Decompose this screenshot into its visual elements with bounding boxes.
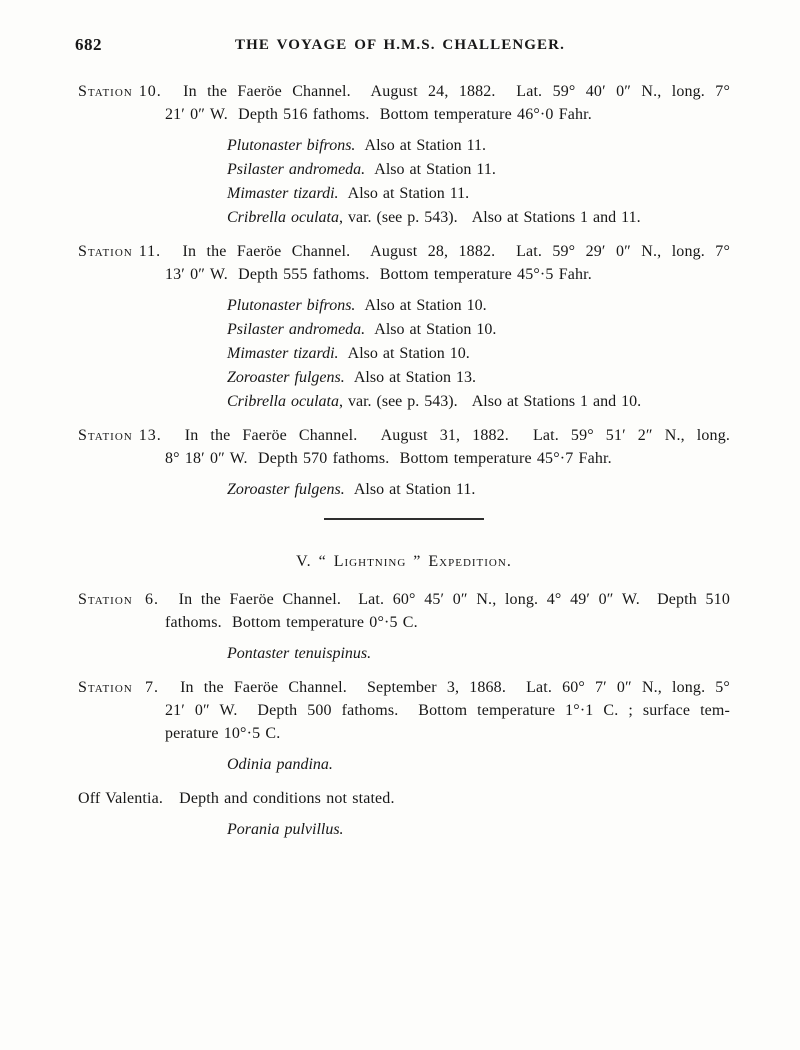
station-head [78, 676, 730, 745]
species-line [227, 390, 730, 414]
species-name: Plutonaster bifrons. [227, 297, 356, 314]
species-line [227, 642, 730, 666]
station-head-text: In the Faeröe Channel. August 24, 1882. Lat. 59° 40′ 0″ N., long. 7° [183, 83, 730, 100]
station-entry [78, 424, 730, 502]
station-head-text: In the Faeröe Channel. September 3, 1868. Lat. 60° 7′ 0″ N., long. 5° [180, 679, 730, 696]
species-note: Also at Station 11. [355, 137, 487, 154]
station-head-text: In the Faeröe Channel. August 31, 1882. Lat. 59° 51′ 2″ N., long. [184, 427, 730, 444]
species-line [227, 294, 730, 318]
species-line [227, 182, 730, 206]
station-head [78, 424, 730, 470]
species-note: Also at Station 10. [338, 345, 470, 362]
species-name: Psilaster andromeda. [227, 161, 366, 178]
species-list [227, 478, 730, 502]
station-entry [78, 80, 730, 230]
station-label: Station 13. [78, 427, 162, 444]
station-head-line [78, 80, 730, 103]
station-head-line [78, 722, 730, 745]
species-note: Also at Station 13. [344, 369, 476, 386]
species-name: Pontaster tenuispinus. [227, 645, 372, 662]
species-name: Plutonaster bifrons. [227, 137, 356, 154]
station-head-text: 21′ 0″ W. Depth 500 fathoms. Bottom temperature 1°·1 C. ; surface tem- [165, 702, 730, 719]
species-note: , var. (see p. 543). Also at Stations 1 and 10. [338, 393, 642, 410]
running-head-title: THE VOYAGE OF H.M.S. CHALLENGER. [235, 37, 565, 53]
species-line [227, 342, 730, 366]
page-number: 682 [75, 35, 102, 54]
page-content [78, 80, 730, 842]
species-list [227, 818, 730, 842]
station-head-text: In the Faeröe Channel. Lat. 60° 45′ 0″ N., long. 4° 49′ 0″ W. Depth 510 [178, 591, 730, 608]
station-head-line [78, 103, 730, 126]
species-line [227, 134, 730, 158]
station-entry [78, 787, 730, 842]
station-head-text: fathoms. Bottom temperature 0°·5 C. [165, 614, 418, 631]
species-list [227, 134, 730, 230]
species-list [227, 294, 730, 414]
station-entry [78, 588, 730, 666]
station-label: Station 7. [78, 679, 159, 696]
station-head-line [78, 699, 730, 722]
species-name: Odinia pandina. [227, 756, 333, 773]
station-head [78, 588, 730, 634]
station-head-text: 13′ 0″ W. Depth 555 fathoms. Bottom temperature 45°·5 Fahr. [165, 266, 592, 283]
section-divider [324, 518, 484, 520]
species-name: Zoroaster fulgens. [227, 481, 345, 498]
station-head-text: 8° 18′ 0″ W. Depth 570 fathoms. Bottom temperature 45°·7 Fahr. [165, 450, 612, 467]
station-head [78, 240, 730, 286]
station-label: Off Valentia. [78, 790, 164, 807]
station-head-line [78, 588, 730, 611]
species-name: Zoroaster fulgens. [227, 369, 345, 386]
species-note: , var. (see p. 543). Also at Stations 1 and 11. [338, 209, 641, 226]
station-head [78, 787, 730, 810]
station-label: Station 6. [78, 591, 159, 608]
species-name: Psilaster andromeda. [227, 321, 366, 338]
station-head-line [78, 240, 730, 263]
species-note: Also at Station 10. [365, 321, 497, 338]
station-head-line [78, 424, 730, 447]
species-line [227, 158, 730, 182]
species-name: Cribrella oculata [227, 209, 339, 226]
species-line [227, 478, 730, 502]
challenger-station-entries [78, 80, 730, 502]
species-note: Also at Station 11. [344, 481, 476, 498]
station-label: Station 10. [78, 83, 162, 100]
station-head-text: In the Faeröe Channel. August 28, 1882. Lat. 59° 29′ 0″ N., long. 7° [182, 243, 730, 260]
species-name: Mimaster tizardi. [227, 345, 339, 362]
station-head-line [78, 263, 730, 286]
species-name: Porania pulvillus. [227, 821, 344, 838]
species-line [227, 818, 730, 842]
species-list [227, 642, 730, 666]
station-label: Station 11. [78, 243, 162, 260]
station-head-text: perature 10°·5 C. [165, 725, 281, 742]
species-note: Also at Station 11. [365, 161, 496, 178]
station-head-line [78, 787, 730, 810]
section-heading: V. “ Lightning ” Expedition. [296, 553, 512, 570]
station-head [78, 80, 730, 126]
station-head-line [78, 676, 730, 699]
species-note: Also at Station 11. [338, 185, 470, 202]
page-header [0, 34, 800, 56]
station-head-text: 21′ 0″ W. Depth 516 fathoms. Bottom temperature 46°·0 Fahr. [165, 106, 592, 123]
species-name: Mimaster tizardi. [227, 185, 339, 202]
species-note: Also at Station 10. [355, 297, 487, 314]
station-head-line [78, 611, 730, 634]
species-line [227, 753, 730, 777]
species-list [227, 753, 730, 777]
species-line [227, 318, 730, 342]
species-name: Cribrella oculata [227, 393, 339, 410]
station-entry [78, 240, 730, 414]
station-head-line [78, 447, 730, 470]
lightning-station-entries [78, 588, 730, 842]
station-head-text: Depth and conditions not stated. [179, 790, 395, 807]
species-line [227, 366, 730, 390]
species-line [227, 206, 730, 230]
station-entry [78, 676, 730, 777]
